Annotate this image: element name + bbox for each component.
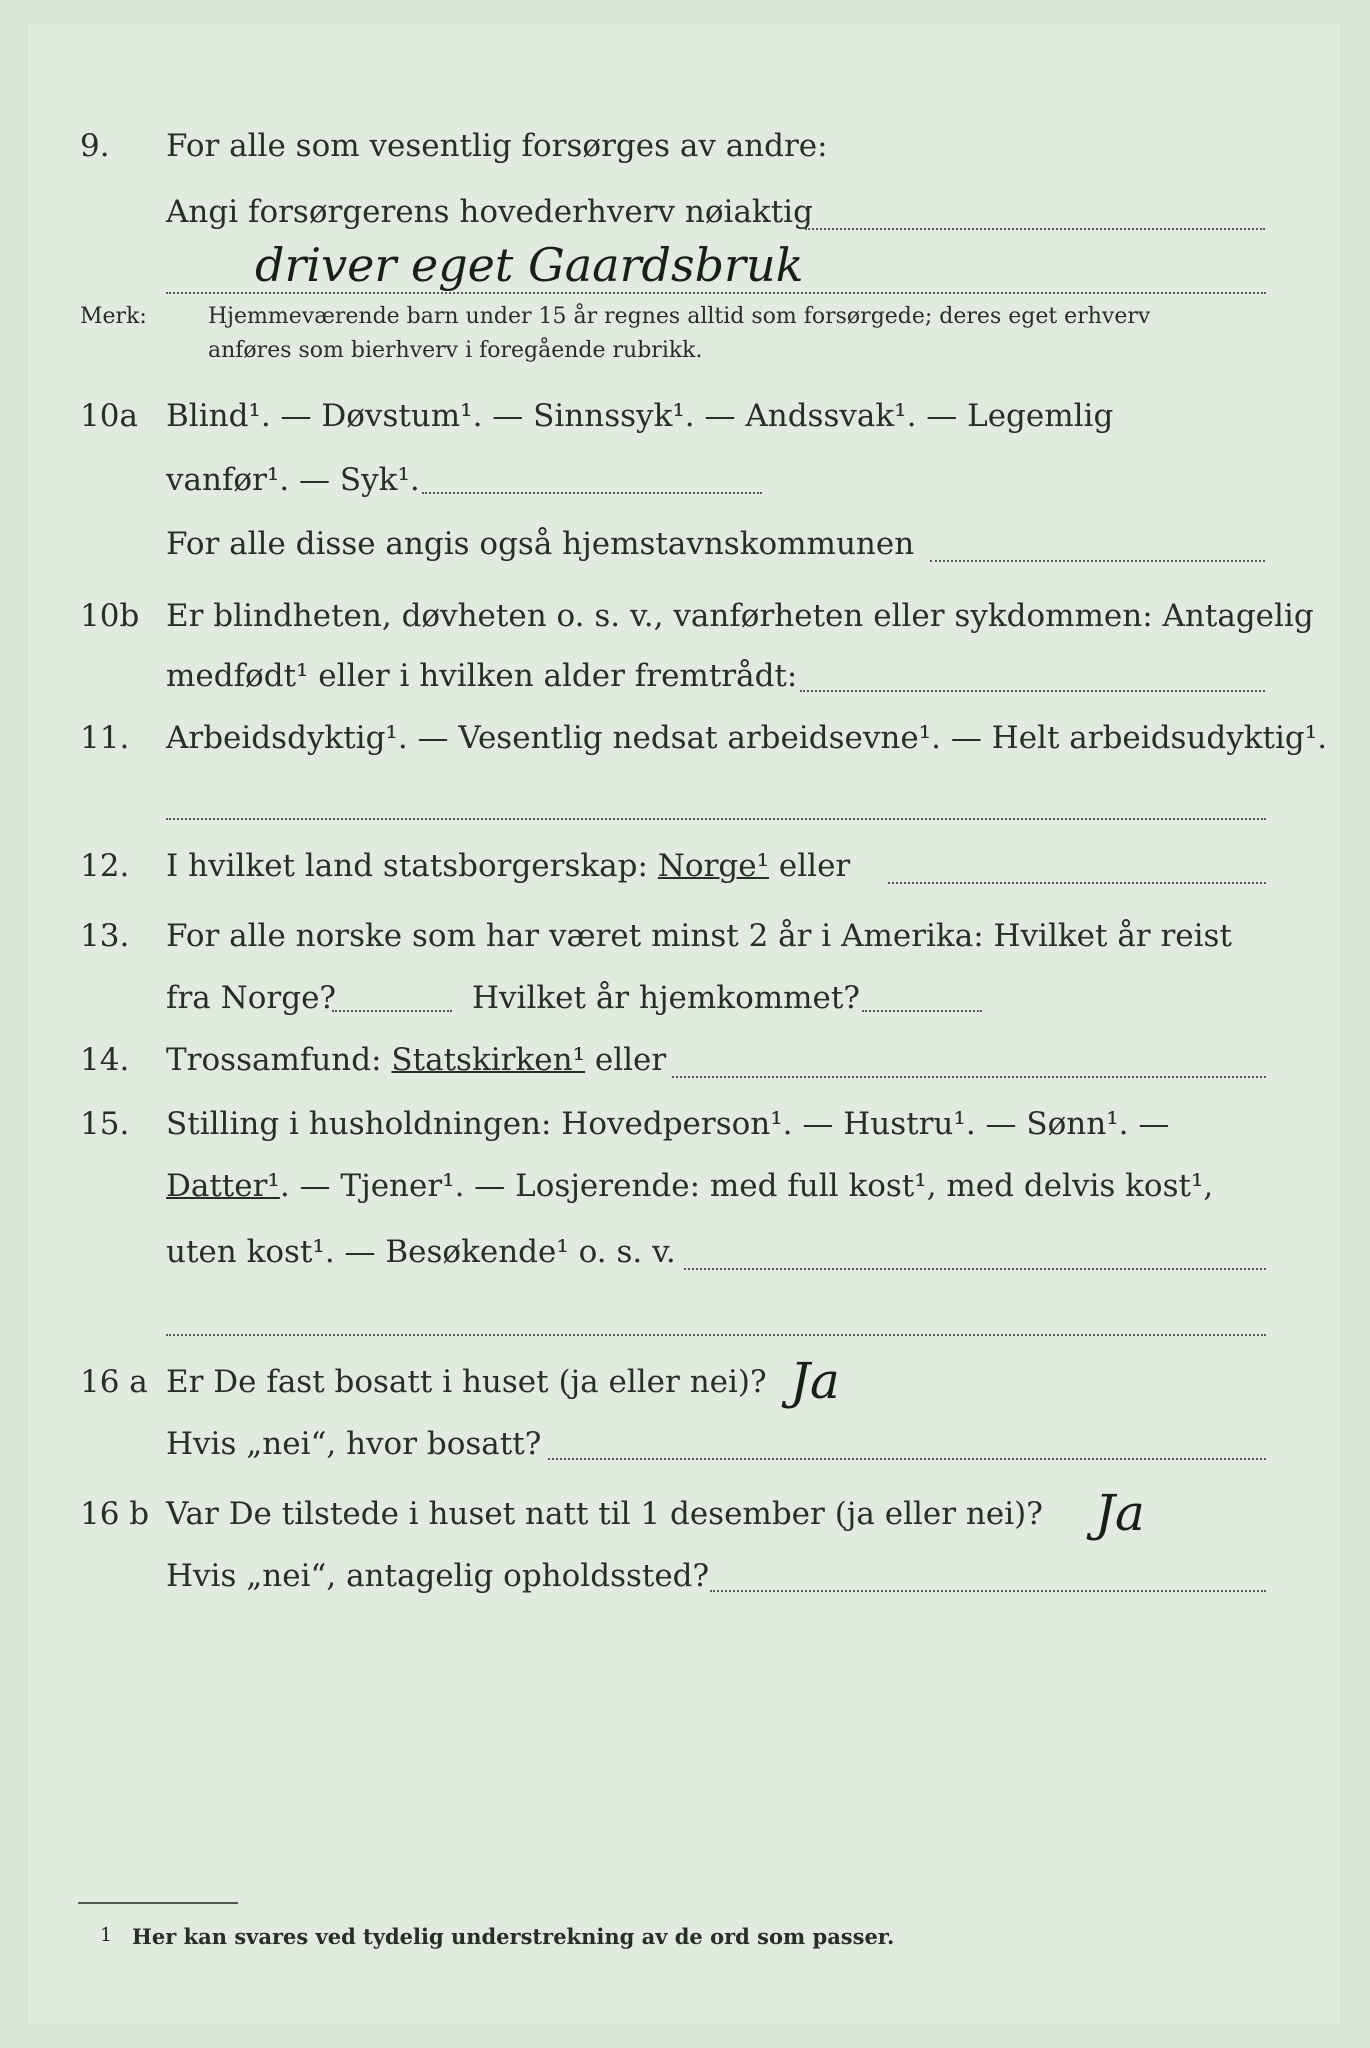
merk-line2: anføres som bierhverv i foregående rubrikk.	[208, 338, 703, 363]
q13-hjemkommet-line	[862, 1010, 982, 1012]
q16b-line1: Var De tilstede i huset natt til 1 desember (ja eller nei)?	[166, 1496, 1043, 1532]
q10b-line1: Er blindheten, døvheten o. s. v., vanførheten eller sykdommen: Antagelig	[166, 598, 1314, 634]
q16b-line2: Hvis „nei“, antagelig opholdssted?	[166, 1558, 710, 1594]
q12-norge-underlined: Norge¹	[657, 848, 770, 884]
q15-answer-line-1	[684, 1268, 1266, 1270]
q9-number: 9.	[80, 128, 110, 164]
q13-line1: For alle norske som har været minst 2 år i Amerika: Hvilket år reist	[166, 918, 1232, 954]
q12-number: 12.	[80, 848, 130, 884]
q16a-line2: Hvis „nei“, hvor bosatt?	[166, 1426, 542, 1462]
q12-answer-line	[888, 882, 1266, 884]
q14-line	[166, 1042, 666, 1078]
q10a-hjemstavn-line	[930, 560, 1265, 562]
q10b-answer-line	[800, 690, 1265, 692]
q9-handwritten-answer: driver eget Gaardsbruk	[255, 238, 804, 292]
q15-answer-line-2	[166, 1334, 1266, 1336]
q16a-answer-line	[548, 1458, 1266, 1460]
q16b-answer-line	[710, 1590, 1266, 1592]
q13-number: 13.	[80, 918, 130, 954]
q11-line1: Arbeidsdyktig¹. — Vesentlig nedsat arbeidsevne¹. — Helt arbeidsudyktig¹.	[166, 720, 1328, 756]
q10a-line2: vanfør¹. — Syk¹.	[166, 462, 420, 498]
merk-label: Merk:	[80, 304, 147, 329]
q12-prefix: I hvilket land statsborgerskap:	[166, 848, 648, 884]
q9-line1: For alle som vesentlig forsørges av andre:	[166, 128, 828, 164]
q16b-handwritten-answer: Ja	[1095, 1484, 1145, 1542]
footnote-text: Her kan svares ved tydelig understrekning av de ord som passer.	[132, 1924, 895, 1949]
q10a-line3: For alle disse angis også hjemstavnskommunen	[166, 526, 915, 562]
q14-prefix: Trossamfund:	[166, 1042, 382, 1078]
q10a-line1: Blind¹. — Døvstum¹. — Sinnssyk¹. — Andssvak¹. — Legemlig	[166, 398, 1114, 434]
q11-answer-line	[166, 818, 1266, 820]
q16a-number: 16 a	[80, 1364, 148, 1400]
q12-suffix: eller	[778, 848, 851, 884]
q10b-line2: medfødt¹ eller i hvilken alder fremtrådt:	[166, 658, 798, 694]
footnote-mark: 1	[100, 1924, 113, 1946]
q10b-number: 10b	[80, 598, 140, 634]
q13-line2b: Hvilket år hjemkommet?	[472, 980, 860, 1016]
q11-number: 11.	[80, 720, 130, 756]
q12-line	[166, 848, 850, 884]
q10a-answer-line	[422, 492, 762, 494]
q15-datter-underlined: Datter¹	[166, 1168, 280, 1204]
q9-answer-line-2	[166, 292, 1266, 294]
q9-line2: Angi forsørgerens hovederhverv nøiaktig	[166, 194, 813, 230]
q14-answer-line	[672, 1076, 1266, 1078]
q15-line1: Stilling i husholdningen: Hovedperson¹. — Hustru¹. — Sønn¹. —	[166, 1106, 1170, 1142]
q13-line2a: fra Norge?	[166, 980, 337, 1016]
q15-line3: uten kost¹. — Besøkende¹ o. s. v.	[166, 1234, 676, 1270]
q13-reist-line	[332, 1010, 452, 1012]
q15-line2-rest: . — Tjener¹. — Losjerende: med full kost¹, med delvis kost¹,	[279, 1168, 1214, 1204]
q14-suffix: eller	[594, 1042, 667, 1078]
merk-line1: Hjemmeværende barn under 15 år regnes alltid som forsørgede; deres eget erhverv	[208, 304, 1151, 329]
q9-answer-line-1	[805, 228, 1265, 230]
footnote-rule	[78, 1902, 238, 1904]
q15-line2	[166, 1168, 1213, 1204]
q16a-handwritten-answer: Ja	[790, 1352, 840, 1410]
q15-number: 15.	[80, 1106, 130, 1142]
q16b-number: 16 b	[80, 1496, 150, 1532]
q14-statskirken-underlined: Statskirken¹	[391, 1042, 585, 1078]
q10a-number: 10a	[80, 398, 138, 434]
q16a-line1: Er De fast bosatt i huset (ja eller nei)?	[166, 1364, 767, 1400]
q14-number: 14.	[80, 1042, 130, 1078]
